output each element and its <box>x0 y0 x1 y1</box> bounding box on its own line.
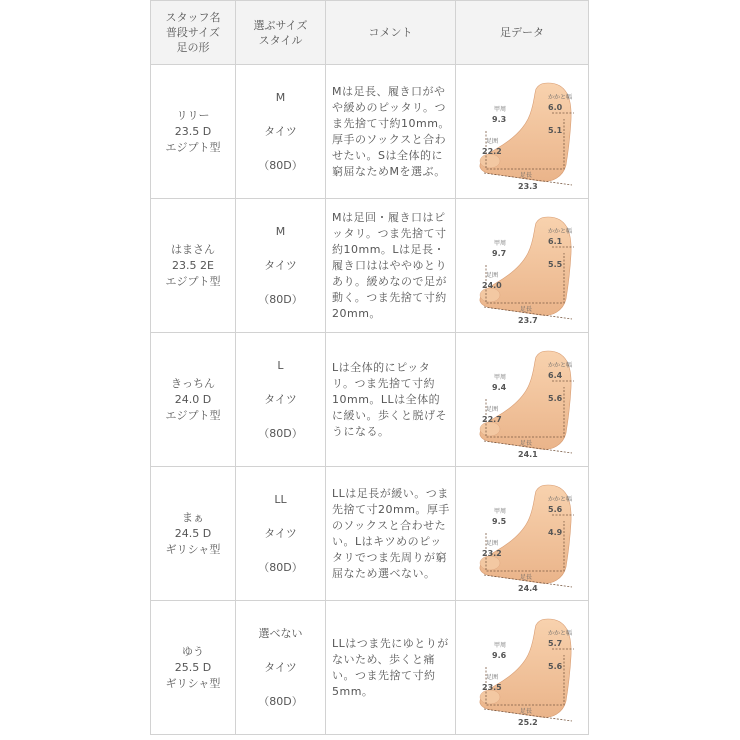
denier: （80D） <box>258 158 303 172</box>
instep-value: 9.4 <box>492 383 507 392</box>
length-label: 足長 <box>520 440 533 447</box>
header-staff-line2: 普段サイズ <box>165 26 221 39</box>
heel-label: かかと幅 <box>548 94 573 101</box>
foot-data-cell <box>456 333 589 467</box>
foot-data-cell <box>456 601 589 735</box>
length-label: 足長 <box>520 708 533 715</box>
girth-label: 足囲 <box>486 540 499 547</box>
foot-data-cell <box>456 65 589 199</box>
heel-value: 6.4 <box>548 371 563 380</box>
style: タイツ <box>264 258 297 272</box>
foot-shape: ギリシャ型 <box>165 676 221 690</box>
comment-cell: LLはつま先にゆとりがないため、歩くと痛い。つま先捨て寸約5mm。 <box>326 601 456 735</box>
comment-cell: Lは全体的にピッタリ。つま先捨て寸約10mm。LLは全体的に緩い。歩くと脱げそうになる。 <box>326 333 456 467</box>
heel-label: かかと幅 <box>548 228 573 235</box>
style: タイツ <box>264 392 297 406</box>
girth-value: 23.2 <box>482 549 502 558</box>
staff-name: ゆう <box>182 644 204 658</box>
instep-label: 甲周 <box>494 240 507 247</box>
table-row <box>151 199 589 333</box>
toe-icon <box>480 154 500 168</box>
staff-cell <box>151 467 236 601</box>
header-size-line2: スタイル <box>258 33 303 47</box>
instep-value: 9.6 <box>492 651 507 660</box>
foot-diagram <box>456 65 588 198</box>
table-row <box>151 65 589 199</box>
table-row <box>151 601 589 735</box>
chosen-size: LL <box>274 492 287 506</box>
foot-shape: エジプト型 <box>165 274 221 288</box>
heel-label: かかと幅 <box>548 362 573 369</box>
ball-value: 5.1 <box>548 126 563 135</box>
comment-cell: LLは足長が緩い。つま先捨て寸20mm。厚手のソックスと合わせたい。Lはキツめのピッタリでつま先周りが窮屈なため選べない。 <box>326 467 456 601</box>
header-size <box>236 1 326 65</box>
header-foot-data: 足データ <box>456 1 589 65</box>
foot-diagram <box>456 333 588 466</box>
heel-value: 6.1 <box>548 237 563 246</box>
length-label: 足長 <box>520 574 533 581</box>
heel-label: かかと幅 <box>548 630 573 637</box>
heel-value: 5.7 <box>548 639 563 648</box>
header-staff-line1: スタッフ名 <box>165 11 221 24</box>
length-value: 24.4 <box>518 584 538 593</box>
instep-value: 9.7 <box>492 249 507 258</box>
instep-value: 9.3 <box>492 115 507 124</box>
girth-value: 22.7 <box>482 415 502 424</box>
instep-value: 9.5 <box>492 517 507 526</box>
foot-diagram <box>456 467 588 600</box>
staff-cell <box>151 65 236 199</box>
staff-cell <box>151 199 236 333</box>
chosen-size: 選べない <box>258 626 303 640</box>
comment-cell: Mは足回・履き口はピッタリ。つま先捨て寸約10mm。Lは足長・履き口ははややゆとりあり。緩めなので足が動く。つま先捨て寸約20mm。 <box>326 199 456 333</box>
girth-label: 足囲 <box>486 674 499 681</box>
header-staff <box>151 1 236 65</box>
toe-icon <box>480 556 500 570</box>
usual-size: 23.5 D <box>174 124 212 138</box>
foot-shape: エジプト型 <box>165 408 221 422</box>
toe-icon <box>480 422 500 436</box>
size-cell <box>236 65 326 199</box>
foot-shape: ギリシャ型 <box>165 542 221 556</box>
staff-cell <box>151 333 236 467</box>
usual-size: 24.5 D <box>174 526 212 540</box>
header-staff-line3: 足の形 <box>176 41 210 54</box>
ball-value: 5.6 <box>548 394 563 403</box>
girth-label: 足囲 <box>486 406 499 413</box>
girth-label: 足囲 <box>486 272 499 279</box>
ball-value: 5.5 <box>548 260 563 269</box>
size-cell <box>236 601 326 735</box>
staff-cell <box>151 601 236 735</box>
style: タイツ <box>264 660 297 674</box>
table-header-row <box>151 1 589 65</box>
girth-label: 足囲 <box>486 138 499 145</box>
length-value: 24.1 <box>518 450 538 459</box>
toe-icon <box>480 288 500 302</box>
foot-diagram <box>456 601 588 734</box>
size-cell <box>236 199 326 333</box>
staff-name: まぁ <box>182 510 204 524</box>
chosen-size: M <box>275 224 286 238</box>
foot-diagram <box>456 199 588 332</box>
header-comment: コメント <box>326 1 456 65</box>
usual-size: 25.5 D <box>174 660 212 674</box>
denier: （80D） <box>258 560 303 574</box>
denier: （80D） <box>258 426 303 440</box>
heel-value: 5.6 <box>548 505 563 514</box>
chosen-size: M <box>275 90 286 104</box>
style: タイツ <box>264 526 297 540</box>
chosen-size: L <box>277 358 284 372</box>
denier: （80D） <box>258 292 303 306</box>
usual-size: 24.0 D <box>174 392 212 406</box>
header-size-line1: 選ぶサイズ <box>253 18 308 32</box>
foot-shape: エジプト型 <box>165 140 221 154</box>
style: タイツ <box>264 124 297 138</box>
length-label: 足長 <box>520 306 533 313</box>
foot-data-cell <box>456 467 589 601</box>
staff-name: はまさん <box>171 242 215 256</box>
ball-value: 5.6 <box>548 662 563 671</box>
heel-value: 6.0 <box>548 103 563 112</box>
size-cell <box>236 467 326 601</box>
length-label: 足長 <box>520 172 533 179</box>
size-cell <box>236 333 326 467</box>
usual-size: 23.5 2E <box>172 258 214 272</box>
staff-name: リリー <box>176 108 210 122</box>
length-value: 23.7 <box>518 316 538 325</box>
instep-label: 甲周 <box>494 642 507 649</box>
comment-cell: Mは足長、履き口がやや緩めのピッタリ。つま先捨て寸約10mm。厚手のソックスと合わせたい。Sは全体的に窮屈なためMを選ぶ。 <box>326 65 456 199</box>
foot-data-cell <box>456 199 589 333</box>
instep-label: 甲周 <box>494 508 507 515</box>
staff-name: きっちん <box>171 376 215 390</box>
girth-value: 23.5 <box>482 683 502 692</box>
instep-label: 甲周 <box>494 374 507 381</box>
girth-value: 22.2 <box>482 147 502 156</box>
toe-icon <box>480 690 500 704</box>
girth-value: 24.0 <box>482 281 502 290</box>
ball-value: 4.9 <box>548 528 563 537</box>
length-value: 25.2 <box>518 718 538 727</box>
table-row <box>151 467 589 601</box>
heel-label: かかと幅 <box>548 496 573 503</box>
denier: （80D） <box>258 694 303 708</box>
size-comparison-table <box>150 0 589 735</box>
table-row <box>151 333 589 467</box>
instep-label: 甲周 <box>494 106 507 113</box>
length-value: 23.3 <box>518 182 538 191</box>
